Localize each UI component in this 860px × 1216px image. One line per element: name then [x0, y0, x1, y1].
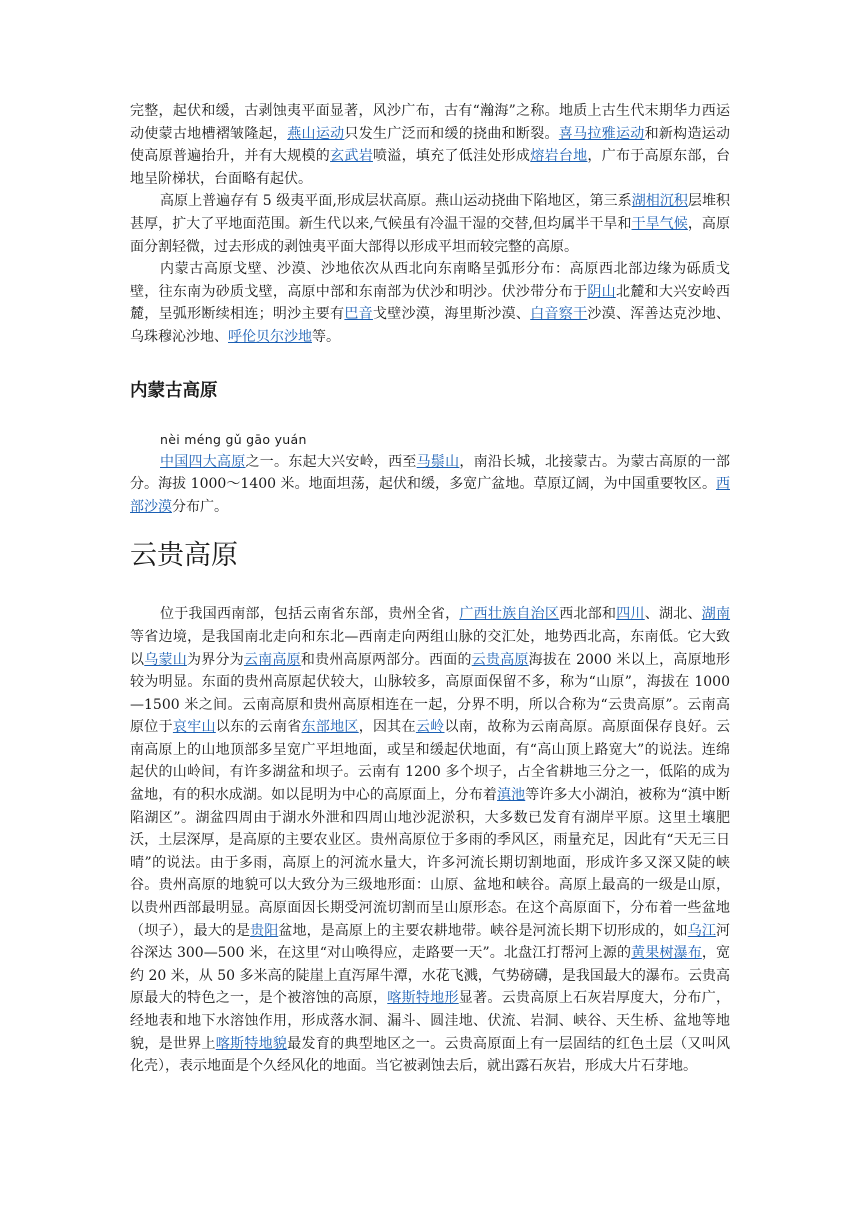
paragraph-yungui: [130, 603, 730, 1077]
hyperlink[interactable]: 四川: [616, 606, 645, 623]
text-run: 以南，故称为云南高原。高原面保存良好。云南高原上的山地顶部多呈宽广平坦地面，或呈和缓起伏地面，有“高山顶上路宽大”的说法。连绵起伏的山岭间，有许多湖盆和坝子。云南有 1200 多个坝子，占全省耕地三分之一，低陷的成为盆地，有的积水成湖。如以昆明为中心的高原面上，分布着: [130, 719, 731, 804]
hyperlink[interactable]: 东部地区: [301, 719, 359, 736]
hyperlink[interactable]: 乌江: [687, 922, 717, 939]
text-run: 层堆积甚厚，扩大了平地面范围。新生代以来,气候虽有冷温干湿的交替,但均属半干旱和: [130, 193, 731, 232]
heading-yungui: 云贵高原: [130, 540, 238, 572]
hyperlink[interactable]: 中国四大高原: [160, 453, 246, 470]
text-run: 等。: [312, 328, 340, 345]
text-run: 、湖北、: [644, 606, 702, 623]
text-run: 为界分为: [186, 651, 244, 668]
hyperlink[interactable]: 滇池: [497, 787, 526, 804]
pinyin-neimenggu: nèi méng gǔ gāo yuán: [160, 431, 307, 447]
text-run: 等省边境，是我国南北走向和东北—西南走向两组山脉的交汇处，地势西北高，东南低。它大致以: [130, 628, 730, 668]
text-run: 分布广。: [172, 498, 228, 515]
text-run: 和贵州高原两部分。西面的: [300, 651, 472, 668]
paragraph-neimenggu: [130, 451, 730, 519]
text-run: 位于我国西南部，包括云南省东部，贵州全省，: [160, 606, 460, 623]
text-run: ，高原面分割轻微，过去形成的剥蚀夷平面大部得以形成平坦而较完整的高原。: [130, 215, 731, 255]
hyperlink[interactable]: 呼伦贝尔沙地: [228, 328, 312, 345]
text-run: 之一。东起大兴安岭，西至: [245, 453, 417, 470]
hyperlink[interactable]: 云岭: [415, 719, 445, 736]
text-run: 只发生广泛而和缓的挠曲和断裂。: [344, 125, 559, 142]
hyperlink[interactable]: 云南高原: [243, 651, 301, 668]
hyperlink[interactable]: 马鬃山: [416, 453, 460, 470]
hyperlink[interactable]: 白音察干: [530, 306, 588, 323]
text-run: 等许多大小湖泊，被称为“滇中断陷湖区”。湖盆四周由于湖水外泄和四周山地沙泥淤积，大多数已发育有湖岸平原。这里土壤肥沃，土层深厚，是高原的主要农业区。贵州高原位于多雨的季风区，雨量充足，因此有“天无三日晴”的说法。由于多雨，高原上的河流水量大，许多河流长期切割地面，形成许多又深又陡的峡谷。贵州高原的地貌可以大致分为三级地形面：山原、盆地和峡谷。高原上最高的一级是山原，以贵州西部最明显。高原面因长期受河流切割而呈山原形态。在这个高原面下，分布着一些盆地（坝子），最大的是: [130, 787, 731, 939]
hyperlink[interactable]: 贵阳: [250, 922, 279, 939]
hyperlink[interactable]: 乌蒙山: [144, 651, 187, 668]
hyperlink[interactable]: 湖南: [701, 606, 731, 623]
text-run: 喷溢，填充了低洼处形成: [373, 148, 531, 165]
hyperlink[interactable]: 阴山: [587, 283, 616, 300]
text-run: ，南沿长城，北接蒙古。为蒙古高原的一部分。海拔 1000～1400 米。地面坦荡，起伏和缓，多宽广盆地。草原辽阔，为中国重要牧区。: [130, 453, 731, 493]
text-run: 显著。云贵高原上石灰岩厚度大，分布广，经地表和地下水溶蚀作用，形成落水洞、漏斗、圆洼地、伏流、岩洞、峡谷、天生桥、盆地等地貌，是世界上: [130, 990, 731, 1052]
hyperlink[interactable]: 西部沙漠: [130, 476, 730, 515]
heading-neimenggu: 内蒙古高原: [130, 380, 218, 401]
hyperlink[interactable]: 喀斯特地形: [387, 990, 459, 1007]
text-run: 北麓和大兴安岭西麓，呈弧形断续相连；明沙主要有: [130, 283, 731, 323]
hyperlink[interactable]: 巴音: [344, 306, 373, 323]
text-run: ，宽约 20 米，从 50 多米高的陡崖上直泻犀牛潭，水花飞溅，气势磅礴，是我国最大的瀑布。云贵高原最大的特色之一，是个被溶蚀的高原，: [130, 945, 730, 1007]
hyperlink[interactable]: 黄果树瀑布: [631, 945, 702, 962]
document-page: [130, 100, 730, 1078]
hyperlink[interactable]: 广西壮族自治区: [459, 606, 560, 623]
text-run: 河谷深达 300—500 米，在这里“对山唤得应，走路要一天”。北盘江打帮河上源的: [130, 922, 731, 962]
paragraph-planation: [130, 190, 730, 258]
hyperlink[interactable]: 喜马拉雅运动: [558, 125, 645, 142]
paragraph-deserts: [130, 258, 730, 348]
hyperlink[interactable]: 哀牢山: [172, 719, 216, 736]
hyperlink[interactable]: 湖相沉积: [631, 193, 688, 210]
hyperlink[interactable]: 干旱气候: [631, 215, 688, 232]
text-run: 西北部和: [559, 606, 617, 623]
text-run: ，广布于高原东部，台地呈阶梯状，台面略有起伏。: [130, 148, 731, 187]
hyperlink[interactable]: 云贵高原: [471, 651, 529, 668]
text-run: 以东的云南省: [215, 719, 302, 736]
hyperlink[interactable]: 燕山运动: [287, 125, 345, 142]
hyperlink[interactable]: 喀斯特地貌: [215, 1035, 288, 1052]
text-run: 内蒙古高原戈壁、沙漠、沙地依次从西北向东南略呈弧形分布：高原西北部边缘为砾质戈壁，往东南为砂质戈壁，高原中部和东南部为伏沙和明沙。伏沙带分布于: [130, 261, 730, 300]
text-run: ，因其在: [358, 719, 416, 736]
text-run: 海拔在 2000 米以上，高原地形较为明显。东面的贵州高原起伏较大，山脉较多，高原面保留不多，称为“山原”，海拔在 1000—1500 米之间。云南高原和贵州高原相连在一起，分界不明，所以合称为“云贵高原”。云南高原位于: [130, 651, 731, 736]
hyperlink[interactable]: 熔岩台地: [530, 148, 588, 165]
hyperlink[interactable]: 玄武岩: [330, 148, 373, 165]
paragraph-geology: [130, 100, 730, 190]
text-run: 和新构造运动使高原普遍抬升，并有大规模的: [130, 125, 731, 165]
text-run: 戈壁沙漠，海里斯沙漠、: [372, 306, 531, 323]
text-run: 最发育的典型地区之一。云贵高原面上有一层固结的红色土层（又叫风化壳），表示地面是个久经风化的地面。当它被剥蚀去后，就出露石灰岩，形成大片石芽地。: [130, 1035, 731, 1075]
text-run: 沙漠、浑善达克沙地、乌珠穆沁沙地、: [130, 306, 731, 345]
text-run: 高原上普遍存有 5 级夷平面,形成层状高原。燕山运动挠曲下陷地区，第三系: [160, 193, 632, 210]
text-run: 完整，起伏和缓，古剥蚀夷平面显著，风沙广布，古有“瀚海”之称。地质上古生代末期华力西运动使蒙古地槽褶皱隆起，: [130, 103, 730, 142]
text-run: 盆地，是高原上的主要农耕地带。峡谷是河流长期下切形成的，如: [278, 922, 688, 939]
